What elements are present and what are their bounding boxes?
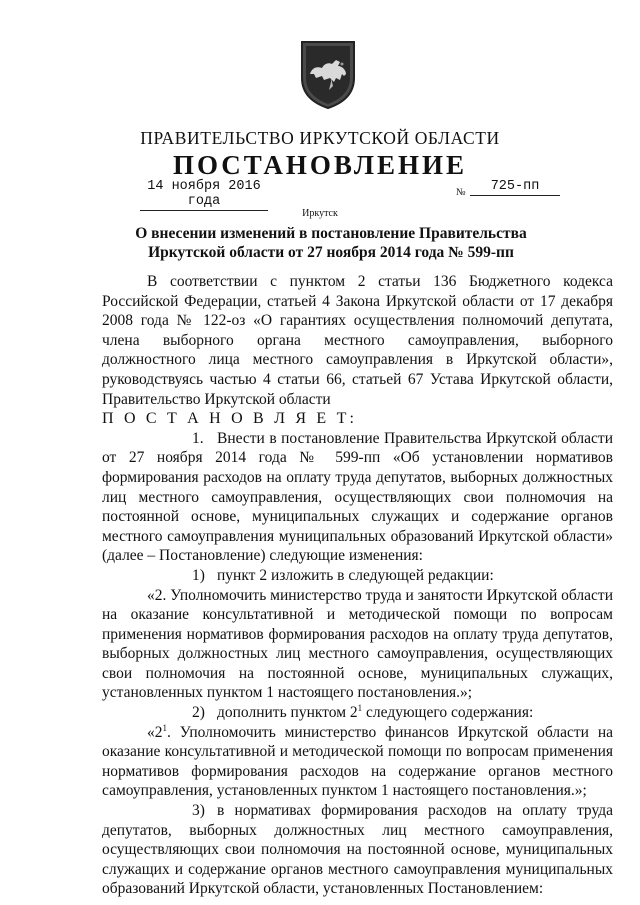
quote-2-paragraph <box>102 723 613 801</box>
quote-2-superscript: 1 <box>162 722 167 733</box>
government-name: ПРАВИТЕЛЬСТВО ИРКУТСКОЙ ОБЛАСТИ <box>140 128 500 148</box>
number-sign: № <box>456 187 466 198</box>
subitem-2-paragraph <box>102 703 613 723</box>
subitem-1-number: 1) <box>192 566 205 584</box>
document-body <box>102 272 613 899</box>
subitem-2-text-after: следующего содержания: <box>362 704 534 722</box>
document-number: 725-пп <box>470 179 560 196</box>
subitem-2-superscript: 1 <box>357 702 363 713</box>
subitem-3-number: 3) <box>192 802 205 820</box>
quote-2-text: . Уполномочить министерство финансов Иркутской области на оказание консультативной и методической помощи по вопросам применения нормативов формирования расходов на содержание органов местного самоуправления, установленных пунктом 1 настоящего постановления.»; <box>102 723 613 800</box>
item-1-text: Внести в постановление Правительства Иркутской области от 27 ноября 2014 года № 599-пп «Об установлении нормативов формирования расходов на оплату труда депутатов, выборных должностных лиц местного самоуправления, осуществляющих свои полномочия на постоянной основе, муниципальных служащих и содержание органов местного самоуправления муниципальных образований Иркутской области» (далее – Постановление) следующие изменения: <box>102 429 613 565</box>
subitem-2-number: 2) <box>192 704 205 722</box>
resolves-heading: П О С Т А Н О В Л Я Е Т: <box>102 410 358 428</box>
subitem-1-text: пункт 2 изложить в следующей редакции: <box>217 566 494 584</box>
document-type: ПОСТАНОВЛЕНИЕ <box>172 150 468 180</box>
quote-1-paragraph: «2. Уполномочить министерство труда и занятости Иркутской области на оказание консультативной и методической помощи по вопросам применения нормативов формирования расходов на оплату труда депутатов, выборных должностных лиц местного самоуправления, осуществляющих свои полномочия на постоянной основе, муниципальных служащих, установленных пунктом 1 настоящего постановления.»; <box>102 586 613 702</box>
quote-2-open: «2 <box>147 723 163 741</box>
preamble-paragraph: В соответствии с пунктом 2 статьи 136 Бюджетного кодекса Российской Федерации, статьей 4 Закона Иркутской области от 17 декабря 2008 года № 122-оз «О гарантиях осуществления полномочий депутата, члена выборного органа местного самоуправления, выборного должностного лица местного самоуправления в Иркутской области», руководствуясь частью 4 статьи 66, статьей 67 Устава Иркутской области, Правительство Иркутской области <box>102 273 613 408</box>
subitem-3-paragraph <box>102 801 613 899</box>
city-name: Иркутск <box>302 208 338 219</box>
subitem-2-text: дополнить пунктом 2 <box>217 704 358 722</box>
document-title: О внесении изменений в постановление Правительства Иркутской области от 27 ноября 2014 года № 599-пп <box>135 225 527 261</box>
document-date: 14 ноября 2016 года <box>140 179 268 211</box>
subitem-3-text: в нормативах формирования расходов на оплату труда депутатов, выборных должностных лиц местного самоуправления, осуществляющих свои полномочия на постоянной основе, муниципальных служащих и содержание органов местного самоуправления муниципальных образований Иркутской области, установленных Постановлением: <box>102 802 613 898</box>
subitem-1-paragraph <box>102 566 613 586</box>
item-1-paragraph <box>102 429 613 566</box>
item-1-number: 1. <box>192 429 204 447</box>
coat-of-arms-irkutsk-icon <box>298 38 358 110</box>
